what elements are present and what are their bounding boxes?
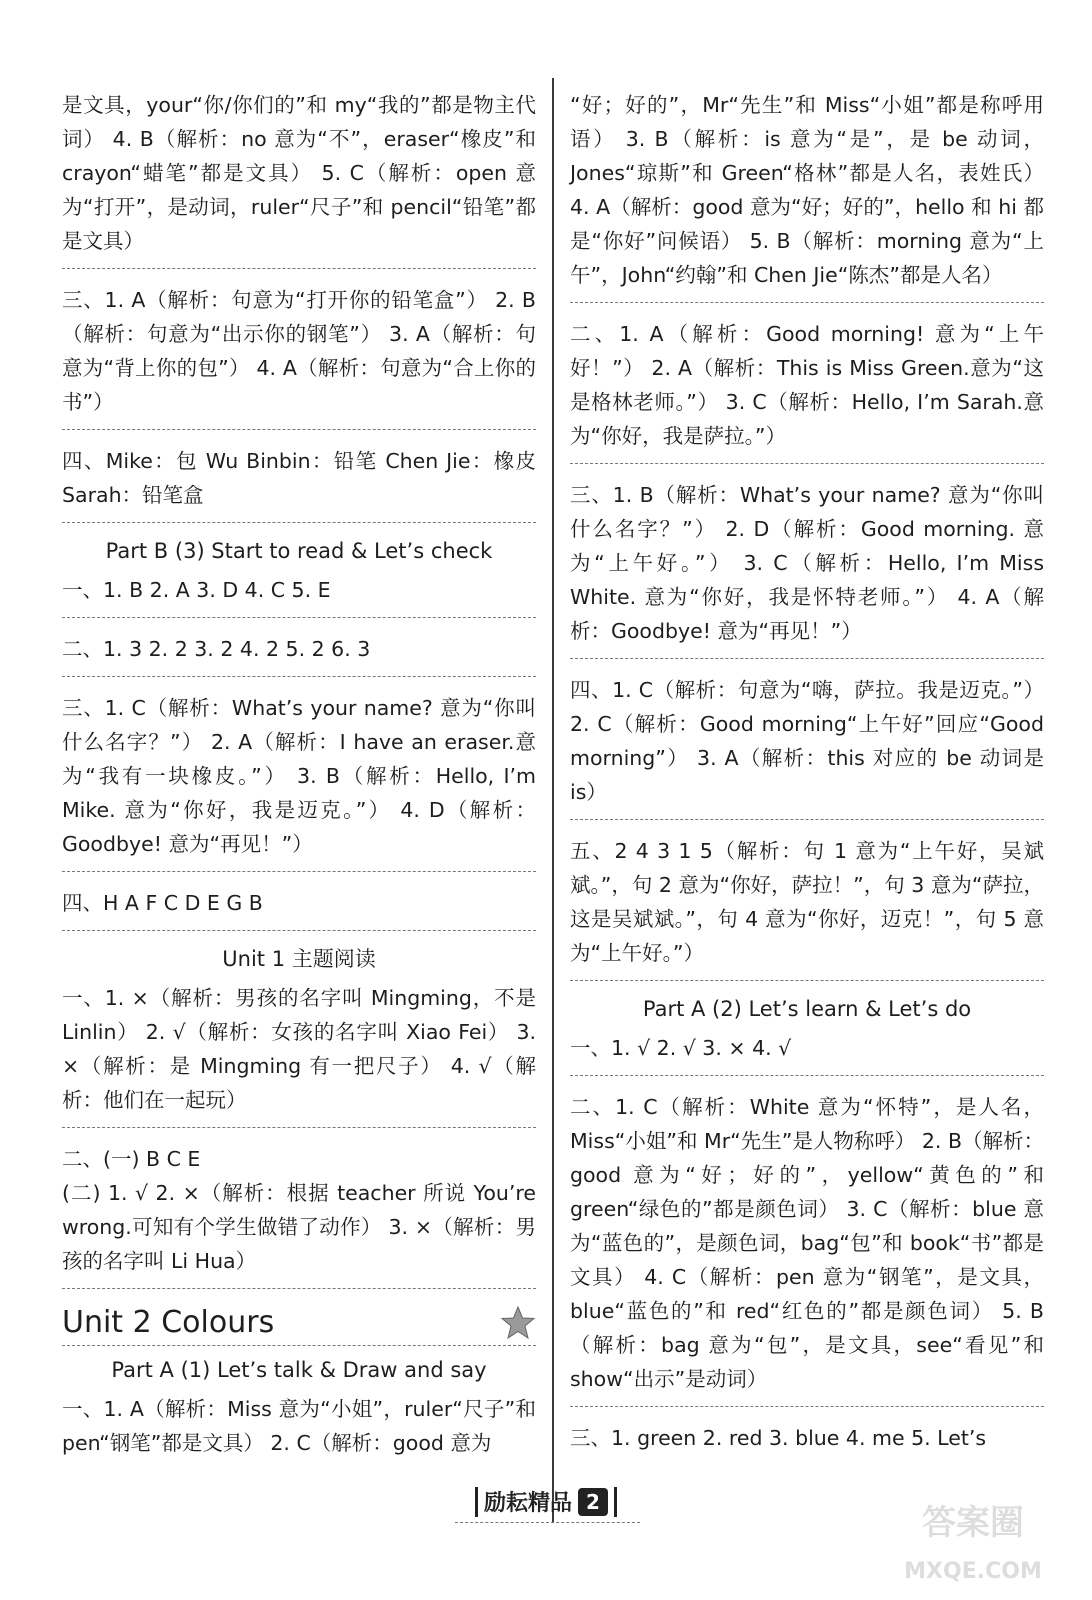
unit-title [62,1301,536,1346]
brand-name: 励耘精品 [484,1491,573,1516]
page-number: 2 [578,1488,608,1516]
answer-block: 二、1. C（解析：White 意为“怀特”，是人名，Miss“小姐”和 Mr“先生”是人物称呼） 2. B（解析：good 意为“好；好的”，yellow“黄色的”和 green“绿色的”都是颜色词） 3. C（解析：blue 意为“蓝色的”，是颜色词，bag“包”和 book“书”都是文具） 4. C（解析：pen 意为“钢笔”，是文具，blue“蓝色的”和 red“红色的”都是颜色词） 5. B（解析：bag 意为“包”，是文具，see“看见”和 show“出示”是动词） [570,1088,1044,1407]
answer-block: 一、1. A（解析：Miss 意为“小姐”，ruler“尺子”和 pen“钢笔”都是文具） 2. C（解析：good 意为 [62,1397,536,1455]
star-icon [500,1305,536,1341]
left-column [62,86,536,1482]
footer-underline [455,1522,640,1523]
answer-block: 三、1. A（解析：句意为“打开你的铅笔盒”） 2. B（解析：句意为“出示你的钢笔”） 3. A（解析：句意为“背上你的包”） 4. A（解析：句意为“合上你的书”） [62,281,536,430]
answer-block: 一、1. ×（解析：男孩的名字叫 Mingming，不是 Linlin） 2. √（解析：女孩的名字叫 Xiao Fei） 3. ×（解析：是 Mingming 有一把尺子） 4. √（解析：他们在一起玩） [62,979,536,1128]
footer-bar-left [475,1487,478,1517]
section-heading: Part B (3) Start to read & Let’s check [105,539,493,563]
answer-block: 四、H A F C D E G B [62,884,536,931]
answer-block: 二、(一) B C E (二) 1. √ 2. ×（解析：根据 teacher 所说 You’re wrong.可知有个学生做错了动作） 3. ×（解析：男孩的名字叫 Li Hua） [62,1140,536,1289]
watermark-line2: MXQE.COM [904,1559,1042,1584]
answer-block: 四、1. C（解析：句意为“嗨，萨拉。我是迈克。”） 2. C（解析：Good morning“上午好”回应“Good morning”） 3. A（解析：this 对应的 be 动词是 is） [570,671,1044,820]
answer-block: 一、1. √ 2. √ 3. × 4. √ [570,1029,1044,1076]
footer-bar-right [614,1487,617,1517]
watermark [868,1492,1078,1592]
right-column [570,86,1044,1477]
unit-title-text: Unit 2 Colours [62,1305,275,1340]
answer-block: 三、1. B（解析：What’s your name? 意为“你叫什么名字？”） 2. D（解析：Good morning. 意为“上午好。”） 3. C（解析：Hello, I’m Miss White. 意为“你好，我是怀特老师。”） 4. A（解析：Goodbye! 意为“再见！”） [570,476,1044,659]
answer-block: 五、2 4 3 1 5（解析：句 1 意为“上午好，吴斌斌。”，句 2 意为“你好，萨拉！”，句 3 意为“萨拉，这是吴斌斌。”，句 4 意为“你好，迈克！”，句 5 意为“上午好。”） [570,832,1044,981]
answer-block: 四、Mike：包 Wu Binbin：铅笔 Chen Jie：橡皮 Sarah：铅笔盒 [62,442,536,523]
answer-block: 三、1. green 2. red 3. blue 4. me 5. Let’s [570,1426,987,1450]
answer-block: 二、1. A（解析：Good morning! 意为“上午好！”） 2. A（解析：This is Miss Green.意为“这是格林老师。”） 3. C（解析：Hello, I’m Sarah.意为“你好，我是萨拉。”） [570,315,1044,464]
answer-block: 二、1. 3 2. 2 3. 2 4. 2 5. 2 6. 3 [62,630,536,677]
answer-block: “好；好的”，Mr“先生”和 Miss“小姐”都是称呼用语） 3. B（解析：is 意为“是”，是 be 动词，Jones“琼斯”和 Green“格林”都是人名，表姓氏） 4. A（解析：good 意为“好；好的”，hello 和 hi 都是“你好”问候语） 5. B（解析：morning 意为“上午”，John“约翰”和 Chen Jie“陈杰”都是人名） [570,86,1044,303]
answer-block: 是文具，your“你/你们的”和 my“我的”都是物主代词） 4. B（解析：no 意为“不”，eraser“橡皮”和 crayon“蜡笔”都是文具） 5. C（解析：open 意为“打开”，是动词，ruler“尺子”和 pencil“铅笔”都是文具） [62,86,536,269]
section-heading: Part A (1) Let’s talk & Draw and say [111,1358,487,1382]
answer-block: 三、1. C（解析：What’s your name? 意为“你叫什么名字？”） 2. A（解析：I have an eraser.意为“我有一块橡皮。”） 3. B（解析：Hello, I’m Mike. 意为“你好，我是迈克。”） 4. D（解析：Goodbye! 意为“再见！”） [62,689,536,872]
footer-brand [475,1486,617,1517]
watermark-line1: 答案圈 [922,1503,1024,1543]
section-heading: Part A (2) Let’s learn & Let’s do [642,997,972,1021]
answer-block: 一、1. B 2. A 3. D 4. C 5. E [62,571,536,618]
column-divider [552,78,554,1523]
section-heading: Unit 1 主题阅读 [222,947,376,971]
